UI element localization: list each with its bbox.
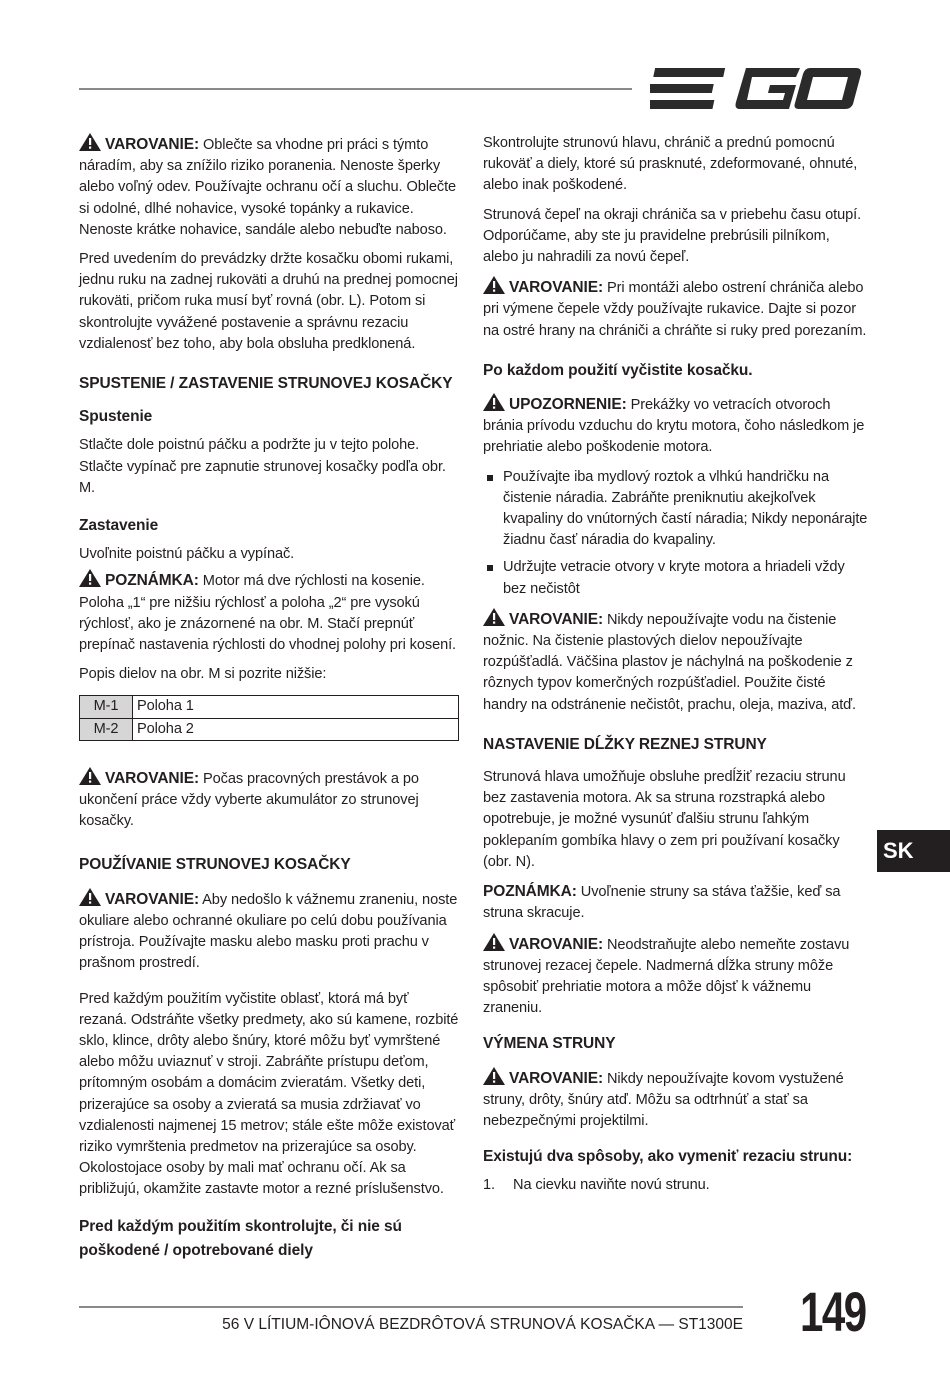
warning-text: Počas pracovných prestávok a po ukončení práce vždy vyberte akumulátor zo strunovej kosačky. bbox=[79, 770, 419, 830]
parts-table bbox=[79, 695, 459, 740]
warning-label: VAROVANIE: bbox=[105, 890, 200, 908]
note-label: POZNÁMKA: bbox=[105, 572, 199, 590]
paragraph-blade: Strunová čepeľ na okraji chrániča sa v priebehu času otupí. Odporúčame, aby ste ju pravidelne prebrúsili pilníkom, alebo ju nahradili za novú čepeľ. bbox=[483, 206, 862, 266]
table-row bbox=[80, 696, 459, 718]
caution-label: UPOZORNENIE: bbox=[509, 396, 627, 414]
left-column bbox=[79, 133, 459, 1275]
paragraph-start: Stlačte dole poistnú páčku a podržte ju v tejto polohe. Stlačte vypínač pre zapnutie strunovej kosačky podľa obr. M. bbox=[79, 437, 446, 496]
note-label: POZNÁMKA: bbox=[483, 883, 577, 901]
step-number: 1. bbox=[483, 1177, 495, 1194]
right-column bbox=[483, 133, 868, 1205]
note-speed bbox=[79, 569, 459, 656]
warning-text: Nikdy nepoužívajte kovom vystužené struny, drôty, šnúry atď. Môžu sa odtrhnúť a stať sa nebezpečnými projektilmi. bbox=[483, 1070, 844, 1129]
heading-replace-line: VÝMENA STRUNY bbox=[483, 1035, 616, 1053]
warning-triangle-icon bbox=[79, 767, 101, 785]
warning-triangle-icon bbox=[483, 276, 505, 294]
heading-clean: Po každom použití vyčistite kosačku. bbox=[483, 361, 753, 379]
footer-rule bbox=[79, 1306, 743, 1308]
cleaning-list bbox=[483, 467, 868, 600]
warning-text: Oblečte sa vhodne pri práci s týmto náradím, aby sa znížilo riziko poranenia. Nenoste šperky alebo voľný odev. Používajte ochranu očí a sluchu. Oblečte si odolné, dlhé nohavice, vysoké topánky a rukavice. Nenoste krátke nohavice, sandále alebo nebuďte naboso. bbox=[79, 137, 457, 238]
warning-eyewear bbox=[79, 888, 459, 975]
warning-label: VAROVANIE: bbox=[509, 610, 604, 628]
table-row bbox=[80, 718, 459, 740]
subheading-stop: Zastavenie bbox=[79, 517, 159, 535]
warning-clothing bbox=[79, 133, 459, 241]
page-number: 149 bbox=[800, 1280, 866, 1343]
table-value: Poloha 2 bbox=[133, 718, 459, 740]
warning-triangle-icon bbox=[79, 888, 101, 906]
warning-label: VAROVANIE: bbox=[509, 935, 604, 953]
warning-metal-line bbox=[483, 1067, 868, 1133]
warning-text: Pri montáži alebo ostrení chrániča alebo pri výmene čepele vždy používajte rukavice. Dajte si pozor na ostré hrany na chrániči a chráňte si ruky pred porezaním. bbox=[483, 280, 867, 339]
paragraph-stop: Uvoľnite poistnú páčku a vypínač. bbox=[79, 546, 295, 563]
warning-label: VAROVANIE: bbox=[509, 279, 604, 297]
warning-triangle-icon bbox=[483, 933, 505, 951]
step-text: Na cievku naviňte novú strunu. bbox=[513, 1177, 710, 1194]
warning-gloves bbox=[483, 276, 868, 342]
heading-line-length: NASTAVENIE DĹŽKY REZNEJ STRUNY bbox=[483, 735, 767, 753]
paragraph-handling: Pred uvedením do prevádzky držte kosačku obomi rukami, jednu ruku na zadnej rukoväti a druhú na prednej pomocnej rukoväti, pričom ruka musí byť rovná (obr. L). Potom si skontrolujte vyvážené postavenie a správnu rezaciu vzdialenosť bez toho, aby bola obsluha predklonená. bbox=[79, 251, 458, 352]
step-1 bbox=[483, 1175, 868, 1196]
note-line bbox=[483, 881, 868, 924]
warning-text: Aby nedošlo k vážnemu zraneniu, noste okuliare alebo ochranné okuliare po celú dobu používania prístroja. Používajte masku alebo masku proti prachu v prašnom prostredí. bbox=[79, 891, 458, 972]
caution-text: Prekážky vo vetracích otvoroch bránia prívodu vzduchu do krytu motora, čoho následkom je prehriatie alebo poškodenie motora. bbox=[483, 397, 865, 456]
warning-battery bbox=[79, 767, 459, 833]
table-key: M-2 bbox=[80, 718, 133, 740]
table-value: Poloha 1 bbox=[133, 696, 459, 718]
warning-triangle-icon bbox=[483, 393, 505, 411]
warning-blade-assembly bbox=[483, 933, 868, 1020]
paragraph-inspect-head: Skontrolujte strunovú hlavu, chránič a prednú pomocnú rukoväť a diely, ktoré sú prasknuté, zdeformované, ohnuté, alebo inak poškodené. bbox=[483, 135, 858, 194]
warning-text: Neodstraňujte alebo nemeňte zostavu strunovej rezacej čepele. Nadmerná dĺžka struny môže spôsobiť prehriatie motora a môže dôjsť k vážnemu zraneniu. bbox=[483, 936, 850, 1017]
paragraph-parts: Popis dielov na obr. M si pozrite nižšie: bbox=[79, 666, 327, 683]
header-rule bbox=[79, 88, 632, 90]
warning-text: Nikdy nepoužívajte vodu na čistenie nožnic. Na čistenie plastových dielov nepoužívajte rozpúšťadlá. Väčšina plastov je náchylná na poškodenie z rôznych typov komerčných rozpúšťadiel. Použite čisté handry na odstránenie nečistôt, prachu, oleja, maziva, atď. bbox=[483, 611, 856, 713]
note-text: Motor má dve rýchlosti na kosenie. Poloha „1“ pre nižšiu rýchlosť a poloha „2“ pre vysokú rýchlosť, ako je znázornené na obr. M. Stačí prepnúť prepínač nastavenia rýchlosti do vhodnej polohy pri kosení. bbox=[79, 573, 457, 654]
warning-water bbox=[483, 608, 868, 716]
heading-two-ways: Existujú dva spôsoby, ako vymeniť rezaciu strunu: bbox=[483, 1148, 853, 1166]
subheading-start: Spustenie bbox=[79, 408, 153, 426]
ego-logo bbox=[650, 64, 862, 114]
paragraph-clear-area: Pred každým použitím vyčistite oblasť, ktorá má byť rezaná. Odstráňte všetky predmety, ako sú kamene, rozbité sklo, klince, drôty alebo šnúry, ktoré môžu byť vymrštené alebo môžu uviaznuť v stroji. Zabráňte prístupu deťom, prítomným osobám a domácim zvieratám. Všetky deti, prizerajúce sa osoby a zvieratá sa musia zdržiavať vo vzdialenosti najmenej 15 metrov; stále ešte môže existovať riziko vymrštenia predmetov na prizerajúce sa osoby. Okolostojace osoby by mali mať ochranu očí. Ak sa približujú, okamžite zastavte motor a rezné príslušenstvo. bbox=[79, 990, 459, 1198]
warning-triangle-icon bbox=[79, 569, 101, 587]
warning-label: VAROVANIE: bbox=[509, 1069, 604, 1087]
table-key: M-1 bbox=[80, 696, 133, 718]
warning-triangle-icon bbox=[483, 1067, 505, 1085]
warning-triangle-icon bbox=[79, 133, 101, 151]
note-text: Uvoľnenie struny sa stáva ťažšie, keď sa struna skracuje. bbox=[483, 884, 841, 922]
paragraph-line-length: Strunová hlava umožňuje obsluhe predĺžiť rezaciu strunu bez zastavenia motora. Ak sa struna rozstrapká alebo opotrebuje, je možné vysunúť ďalšiu strunu ľahkým poklepaním gombíka hlavy o zem pri používaní kosačky (obr. N). bbox=[483, 769, 846, 870]
language-tab: SK bbox=[877, 830, 950, 872]
heading-using: POUŽÍVANIE STRUNOVEJ KOSAČKY bbox=[79, 856, 351, 874]
heading-start-stop: SPUSTENIE / ZASTAVENIE STRUNOVEJ KOSAČKY bbox=[79, 375, 453, 393]
warning-triangle-icon bbox=[483, 608, 505, 626]
list-item: Udržujte vetracie otvory v kryte motora a hriadeli vždy bez nečistôt bbox=[483, 557, 868, 599]
heading-inspect: Pred každým použitím skontrolujte, či nie sú poškodené / opotrebované diely bbox=[79, 1217, 402, 1259]
footer-product-title: 56 V LÍTIUM-IÔNOVÁ BEZDRÔTOVÁ STRUNOVÁ KOSAČKA — ST1300E bbox=[222, 1316, 743, 1333]
caution-vents bbox=[483, 393, 868, 459]
warning-label: VAROVANIE: bbox=[105, 136, 200, 153]
list-item: Používajte iba mydlový roztok a vlhkú handričku na čistenie náradia. Zabráňte preniknutiu akejkoľvek kvapaliny do vnútorných častí náradia; Nikdy neponárajte žiadnu časť náradia do kvapaliny. bbox=[483, 467, 868, 552]
warning-label: VAROVANIE: bbox=[105, 769, 200, 787]
